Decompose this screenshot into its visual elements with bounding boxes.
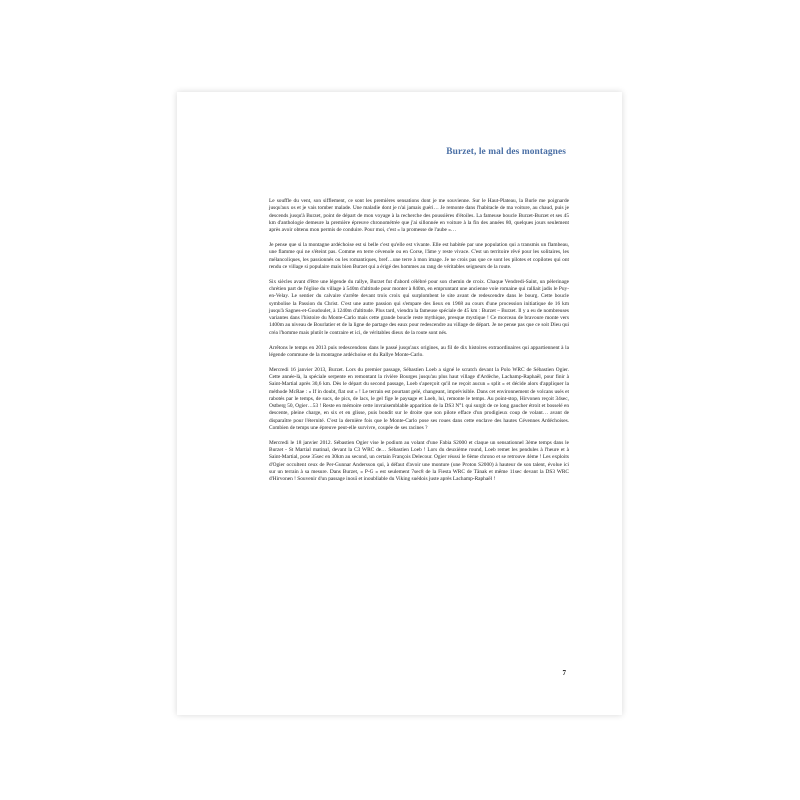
- paragraph: Six siècles avant d'être une légende du rallye, Burzet fut d'abord célébré pour son chemin de croix. Chaque Vendredi-Saint, un pèlerinage chrétien part de l'église du village à 540m d'altitude pour monter à 840m, en empruntant une ancienne voie romaine qui ralliait jadis le Puy-en-Velay. Le sentier du calvaire s'arrête devant trois croix qui surplombent le site avant de redescendre dans le bourg. Cette boucle symbolise la Passion du Christ. C'est une autre passion qui s'empare des lieux en 1968 au cours d'une procession initiatique de 16 km jusqu'à Sagnes-et-Goudoulet, à 1240m d'altitude. Plus tard, viendra la fameuse spéciale de 45 km : Burzet – Burzet. Il y a eu de nombreuses variantes dans l'histoire du Monte-Carlo mais cette grande boucle reste mythique, presque mystique ! Ce morceau de bravoure monte vers 1400m au niveau de Bourlatier et de la ligne de partage des eaux pour redescendre au village de départ. Je ne pense pas que ce soit Dieu qui créa l'homme mais plutôt le contraire et ici, de véritables dieux de la route sont nés.: [269, 278, 569, 336]
- page-number: 7: [562, 669, 566, 677]
- chapter-title: Burzet, le mal des montagnes: [446, 147, 566, 157]
- paragraph: Le souffle du vent, son sifflement, ce sont les premières sensations dont je me souvienne. Sur le Haut-Plateau, la Burle me poignarde jusqu'aux os et je vais tomber malade. Une maladie dont je n'ai jamais guéri… Je remonte dans l'habitacle de ma voiture, au chaud, puis je descends jusqu'à Burzet, point de départ de mon voyage à la recherche des poussières d'étoiles. La fameuse boucle Burzet-Burzet et ses 45 km d'anthologie demeure la première épreuve chronométrée que j'ai sillonnée en voiture à la fin des années 80, quelques jours seulement après avoir obtenu mon permis de conduire. Pour moi, c'est « la promesse de l'aube »…: [269, 198, 569, 234]
- paragraph: Je pense que si la montagne ardéchoise est si belle c'est qu'elle est vivante. Elle est habitée par une population qui a transmis un flambeau, une flamme qui ne s'éteint pas. Comme en terre cévenole ou en Corse, l'âme y reste vivace. C'est un territoire rêvé pour les solitaires, les mélancoliques, les passionnés ou les romantiques, bref…une terre à mon image. Je ne crois pas que ce sont les pilotes et copilotes qui ont rendu ce village si populaire mais bien Burzet qui a érigé des hommes au rang de véritables seigneurs de la route.: [269, 241, 569, 270]
- paragraph: Mercredi le 18 janvier 2012. Sébastien Ogier vise le podium au volant d'une Fabia S2000 et claque un sensationnel 3ème temps dans le Burzet - St Martial matinal, devant la C3 WRC de… Sébastien Loeb ! Lors du deuxième round, Loeb remet les pendules à l'heure et à Saint-Martial, pose 35sec en 30km au second, un certain François Delecour. Ogier réussi le 6ème chrono et se retrouve 4ème ! Les exploits d'Ogier occultent ceux de Per-Gunnar Andersson qui, à défaut d'avoir une monture (une Proton S2000) à hauteur de son talent, évolue ici sur un terrain à sa mesure. Dans Burzet, « P-G » est seulement 7sec8 de la Fiesta WRC de Tänak et même 11sec devant la DS3 WRC d'Hirvonen ! Souvenir d'un passage inouï et inoubliable du Viking suédois juste après Lachamp-Raphaël !: [269, 439, 569, 483]
- paragraph: Arrêtons le temps en 2013 puis redescendons dans le passé jusqu'aux origines, au fil de dix histoires extraordinaires qui appartiennent à la légende commune de la montagne ardéchoise et du Rallye Monte-Carlo.: [269, 344, 569, 358]
- document-page: [177, 92, 622, 715]
- paragraph: Mercredi 16 janvier 2013, Burzet. Lors du premier passage, Sébastien Loeb a signé le scratch devant la Polo WRC de Sébastien Ogier. Cette année-là, la spéciale serpente en remontant la rivière Bourges jusqu'au plus haut village d'Ardèche, Lachamp-Raphaël, pour finir à Saint-Martial après 30,6 km. Dès le départ du second passage, Loeb s'aperçoit qu'il ne reçoit aucun « split » et décide alors d'appliquer la méthode McRae : « If in doubt, flat out » ! Le terrain est pourtant gelé, changeant, imprévisible. Dans cet environnement de volcans usés et rabotés par le temps, de sucs, de pics, de lacs, le gel fige le paysage et Loeb, lui, remonte le temps. Au point-stop, Hirvonen reçoit 34sec, Ostberg 50, Ogier…53 ! Reste en mémoire cette invraisemblable apparition de la DS3 N°1 qui surgit de ce long gaucher étroit et bosselé en descente, pleine charge, en six et en glisse, puis bondit sur le droite que son pilote efface d'un prodigieux coup de volant… avant de disparaître pour l'éternité. C'est la dernière fois que le Monte-Carlo pose ses roues dans cette enclave des hautes Cévennes Ardéchoises. Combien de temps une épreuve peut-elle survivre, coupée de ses racines ?: [269, 366, 569, 432]
- body-text: [269, 198, 569, 491]
